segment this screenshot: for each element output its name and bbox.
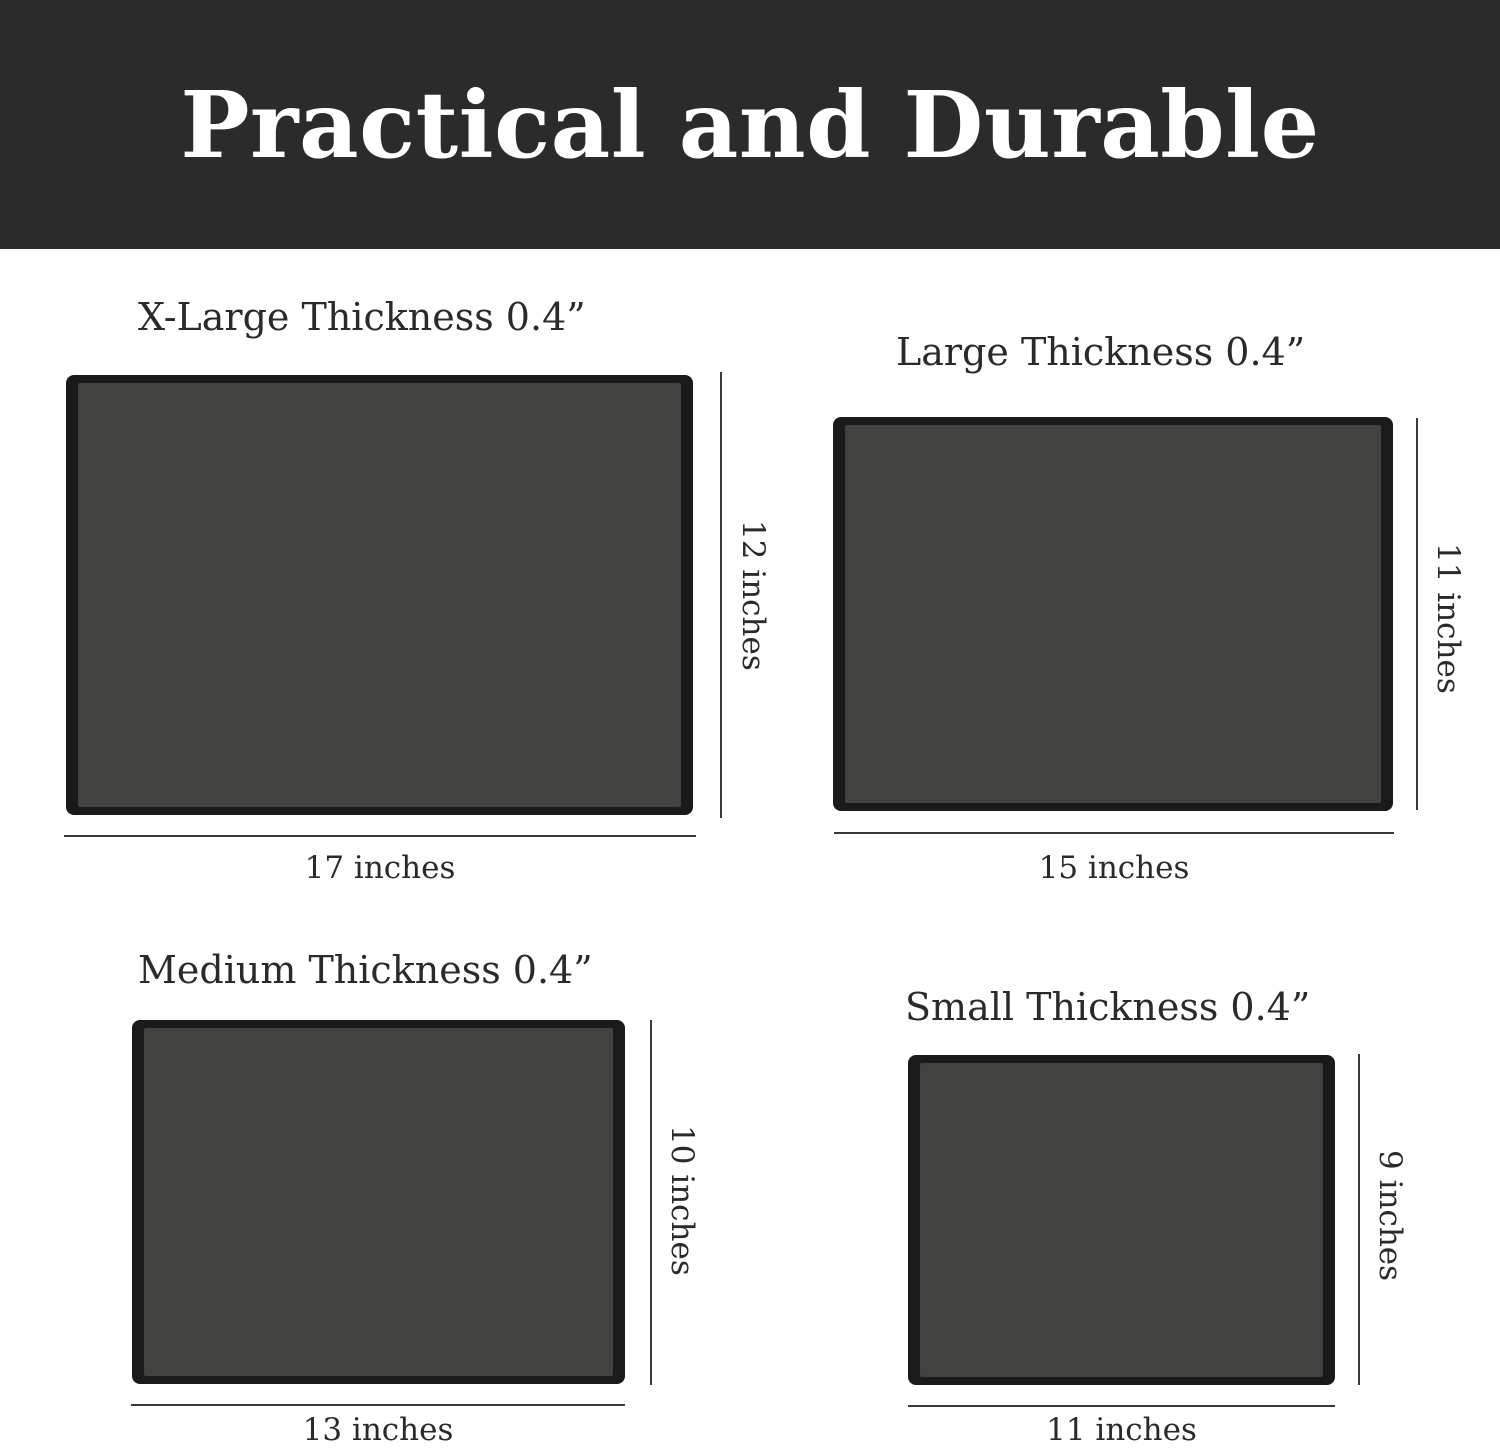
board-medium-width-line [131, 1404, 625, 1406]
board-small-width-line [908, 1405, 1335, 1407]
board-large-height-line [1416, 418, 1418, 810]
board-medium-height-label: 10 inches [664, 1125, 700, 1276]
board-medium-width-label: 13 inches [302, 1412, 454, 1448]
board-small-label: Small Thickness 0.4” [905, 985, 1311, 1029]
board-large-height-label: 11 inches [1430, 543, 1466, 694]
board-medium-surface [144, 1028, 613, 1376]
board-large-width-line [834, 832, 1394, 834]
board-xlarge-surface [78, 383, 681, 807]
board-medium-label: Medium Thickness 0.4” [138, 948, 593, 992]
board-large-image [833, 417, 1393, 811]
board-xlarge-height-label: 12 inches [735, 520, 771, 671]
board-large-width-label: 15 inches [1038, 850, 1190, 886]
board-small-width-label: 11 inches [1046, 1412, 1197, 1448]
board-small-height-label: 9 inches [1372, 1150, 1408, 1282]
board-small-height-line [1358, 1054, 1360, 1385]
board-xlarge-width-line [64, 835, 696, 837]
page-title: Practical and Durable [180, 70, 1320, 179]
board-small-surface [920, 1063, 1323, 1377]
board-xlarge-height-line [720, 372, 722, 818]
board-medium-height-line [650, 1020, 652, 1385]
board-large-label: Large Thickness 0.4” [896, 330, 1306, 374]
board-xlarge-width-label: 17 inches [304, 850, 456, 886]
board-xlarge-image [66, 375, 693, 815]
board-medium-image [132, 1020, 625, 1384]
board-xlarge-label: X-Large Thickness 0.4” [138, 295, 586, 339]
board-large-surface [845, 425, 1381, 803]
board-small-image [908, 1055, 1335, 1385]
